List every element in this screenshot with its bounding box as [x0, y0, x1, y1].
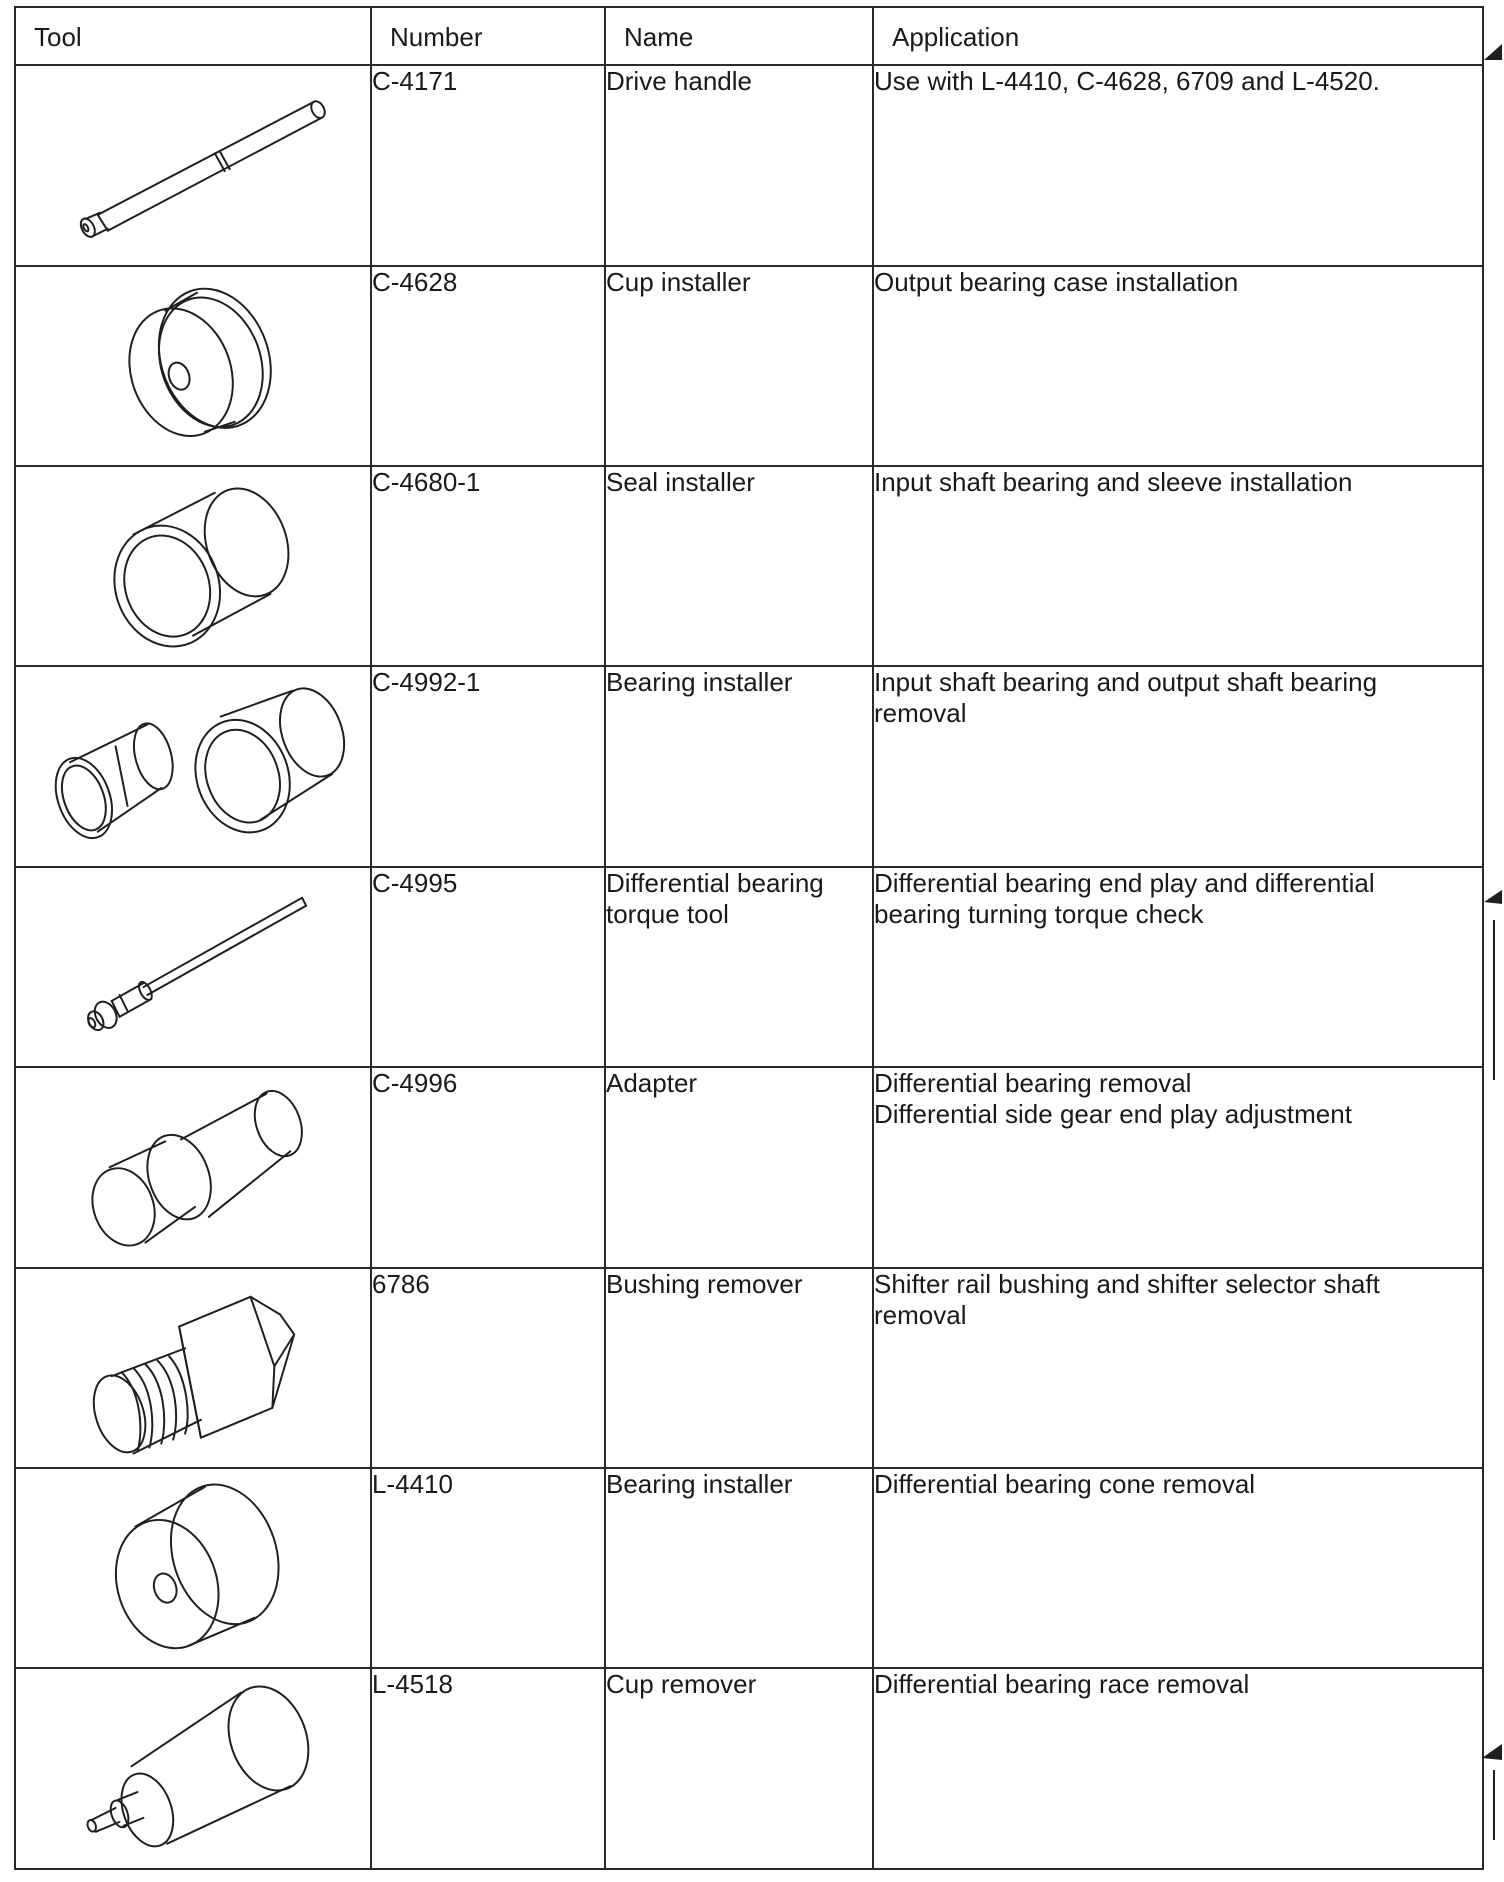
tool-number: 6786 — [371, 1268, 605, 1468]
tool-number: C-4171 — [371, 65, 605, 265]
tool-name: Cup remover — [605, 1668, 873, 1869]
tool-image-cell — [15, 266, 371, 466]
page-edge-marks — [1480, 0, 1504, 1882]
tool-image-cell — [15, 466, 371, 666]
table-row — [15, 466, 1483, 666]
tool-name: Drive handle — [605, 65, 873, 265]
header-number: Number — [371, 7, 605, 65]
header-application: Application — [873, 7, 1483, 65]
torque-tool-illustration — [16, 868, 370, 1066]
tool-image-cell — [15, 666, 371, 866]
tool-application: Input shaft bearing and output shaft bearing removal — [873, 666, 1483, 866]
bushing-remover-illustration — [16, 1269, 370, 1467]
tool-number: C-4628 — [371, 266, 605, 466]
table-row — [15, 1268, 1483, 1468]
tool-name: Bearing installer — [605, 1468, 873, 1668]
tool-name: Seal installer — [605, 466, 873, 666]
tool-number: C-4992-1 — [371, 666, 605, 866]
tool-application: Differential bearing end play and differential bearing turning torque check — [873, 867, 1483, 1067]
table-row — [15, 1067, 1483, 1267]
tool-image-cell — [15, 1067, 371, 1267]
header-tool: Tool — [15, 7, 371, 65]
tool-application: Differential bearing cone removal — [873, 1468, 1483, 1668]
tool-name: Cup installer — [605, 266, 873, 466]
seal-installer-illustration — [16, 467, 370, 665]
table-row — [15, 867, 1483, 1067]
tool-image-cell — [15, 867, 371, 1067]
tool-application: Shifter rail bushing and shifter selector shaft removal — [873, 1268, 1483, 1468]
tool-name: Differential bearing torque tool — [605, 867, 873, 1067]
drive-handle-illustration — [16, 66, 370, 264]
table-row — [15, 266, 1483, 466]
table-row — [15, 65, 1483, 265]
tool-name: Bushing remover — [605, 1268, 873, 1468]
cup-installer-illustration — [16, 267, 370, 465]
header-name: Name — [605, 7, 873, 65]
tool-number: C-4680-1 — [371, 466, 605, 666]
tool-image-cell — [15, 1268, 371, 1468]
tool-application: Input shaft bearing and sleeve installation — [873, 466, 1483, 666]
tool-number: C-4995 — [371, 867, 605, 1067]
table-row — [15, 1468, 1483, 1668]
bearing-installer-pair-illustration — [16, 667, 370, 865]
tool-name: Adapter — [605, 1067, 873, 1267]
tool-name: Bearing installer — [605, 666, 873, 866]
tool-number: L-4518 — [371, 1668, 605, 1869]
bearing-installer-illustration — [16, 1469, 370, 1667]
tool-application: Differential bearing race removal — [873, 1668, 1483, 1869]
table-row — [15, 666, 1483, 866]
tool-number: C-4996 — [371, 1067, 605, 1267]
tool-image-cell — [15, 1668, 371, 1869]
cup-remover-illustration — [16, 1669, 370, 1868]
adapter-illustration — [16, 1068, 370, 1266]
tool-image-cell — [15, 1468, 371, 1668]
tool-application: Differential bearing removal Differential side gear end play adjustment — [873, 1067, 1483, 1267]
tool-application: Output bearing case installation — [873, 266, 1483, 466]
table-row — [15, 1668, 1483, 1869]
special-tools-table — [14, 6, 1484, 1870]
tool-application: Use with L-4410, C-4628, 6709 and L-4520. — [873, 65, 1483, 265]
tool-number: L-4410 — [371, 1468, 605, 1668]
tool-image-cell — [15, 65, 371, 265]
table-header-row — [15, 7, 1483, 65]
